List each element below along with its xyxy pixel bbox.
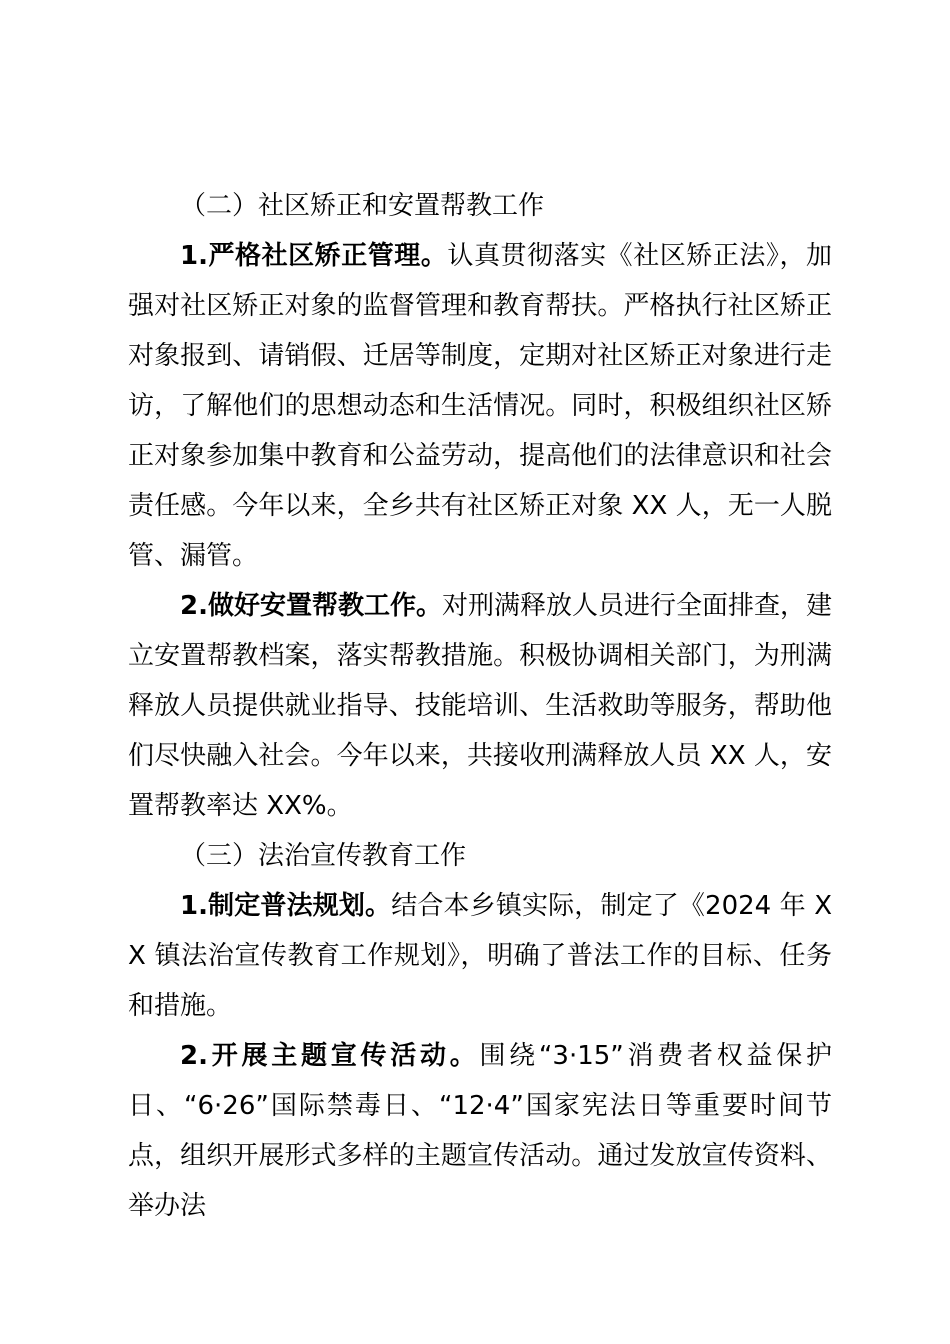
document-page xyxy=(128,181,832,1231)
paragraph-resettlement-assistance xyxy=(128,581,832,831)
paragraph-theme-campaigns xyxy=(128,1031,832,1231)
paragraph-body: 结合本乡镇实际，制定了《2024 年 XX 镇法治宣传教育工作规划》，明确了普法工作的目标、任务和措施。 xyxy=(128,891,833,1021)
paragraph-lead: 2.做好安置帮教工作。 xyxy=(180,591,442,621)
paragraph-body: 围绕“3·15”消费者权益保护日、“6·26”国际禁毒日、“12·4”国家宪法日等重要时间节点，组织开展形式多样的主题宣传活动。通过发放宣传资料、举办法 xyxy=(128,1041,832,1221)
paragraph-body: 对刑满释放人员进行全面排查，建立安置帮教档案，落实帮教措施。积极协调相关部门，为刑满释放人员提供就业指导、技能培训、生活救助等服务，帮助他们尽快融入社会。今年以来，共接收刑满释放人员 XX 人，安置帮教率达 XX%。 xyxy=(128,591,832,821)
section-heading-community-correction: （二）社区矫正和安置帮教工作 xyxy=(180,191,545,221)
paragraph-lead: 2.开展主题宣传活动。 xyxy=(180,1041,480,1071)
section-heading-legal-publicity: （三）法治宣传教育工作 xyxy=(180,841,467,871)
paragraph-body: 认真贯彻落实《社区矫正法》，加强对社区矫正对象的监督管理和教育帮扶。严格执行社区矫正对象报到、请销假、迁居等制度，定期对社区矫正对象进行走访，了解他们的思想动态和生活情况。同时，积极组织社区矫正对象参加集中教育和公益劳动，提高他们的法律意识和社会责任感。今年以来，全乡共有社区矫正对象 XX 人，无一人脱管、漏管。 xyxy=(128,241,832,571)
paragraph-community-correction-management xyxy=(128,231,832,581)
paragraph-lead: 1.严格社区矫正管理。 xyxy=(180,241,448,271)
paragraph-lead: 1.制定普法规划。 xyxy=(180,891,392,921)
paragraph-legal-plan xyxy=(128,881,832,1031)
